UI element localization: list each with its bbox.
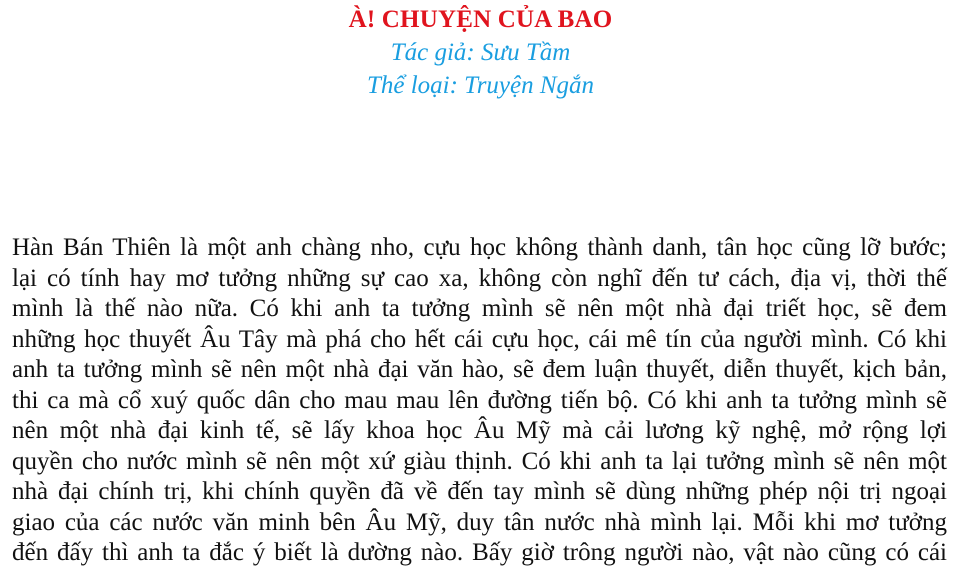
body-line: đến đấy thì anh ta đắc ý biết là dường nào. Bấy giờ trông người nào, vật nào cũng có cái: [12, 539, 947, 566]
body-line: mình là thế nào nữa. Có khi anh ta tưởng mình sẽ nên một nhà đại triết học, sẽ đem: [12, 295, 947, 322]
author-line: Tác giả: Sưu Tầm: [390, 39, 571, 66]
body-line: giao của các nước văn minh bên Âu Mỹ, duy tân nước nhà mình lại. Mỗi khi mơ tưởng: [12, 508, 947, 536]
body-line: quyền cho nước mình sẽ nên một xứ giàu thịnh. Có khi anh ta lại tưởng mình sẽ nên một: [12, 447, 947, 475]
body-line: nên một nhà đại kinh tế, sẽ lấy khoa học Âu Mỹ mà cải lương kỹ nghệ, mở rộng lợi: [12, 417, 947, 444]
body-line: anh ta tưởng mình sẽ nên một nhà đại văn hào, sẽ đem luận thuyết, diễn thuyết, kịch bản,: [12, 356, 947, 383]
document-header: [0, 4, 961, 102]
body-line: những học thuyết Âu Tây mà phá cho hết cái cựu học, cái mê tín của người mình. Có khi: [12, 325, 947, 353]
story-title: À! CHUYỆN CỦA BAO: [348, 6, 613, 33]
body-line: nhà đại chính trị, khi chính quyền đã về đến tay mình sẽ dùng những phép nội trị ngoại: [12, 478, 947, 505]
genre-line: Thể loại: Truyện Ngắn: [366, 72, 595, 99]
body-line: thi ca mà cổ xuý quốc dân cho mau mau lên đường tiến bộ. Có khi anh ta tưởng mình sẽ: [12, 386, 947, 414]
body-line: lại có tính hay mơ tưởng những sự cao xa, không còn nghĩ đến tư cách, địa vị, thời thế: [12, 264, 947, 292]
story-body: [12, 233, 947, 569]
body-line: Hàn Bán Thiên là một anh chàng nho, cựu học không thành danh, tân học cũng lỡ bước;: [12, 234, 947, 261]
